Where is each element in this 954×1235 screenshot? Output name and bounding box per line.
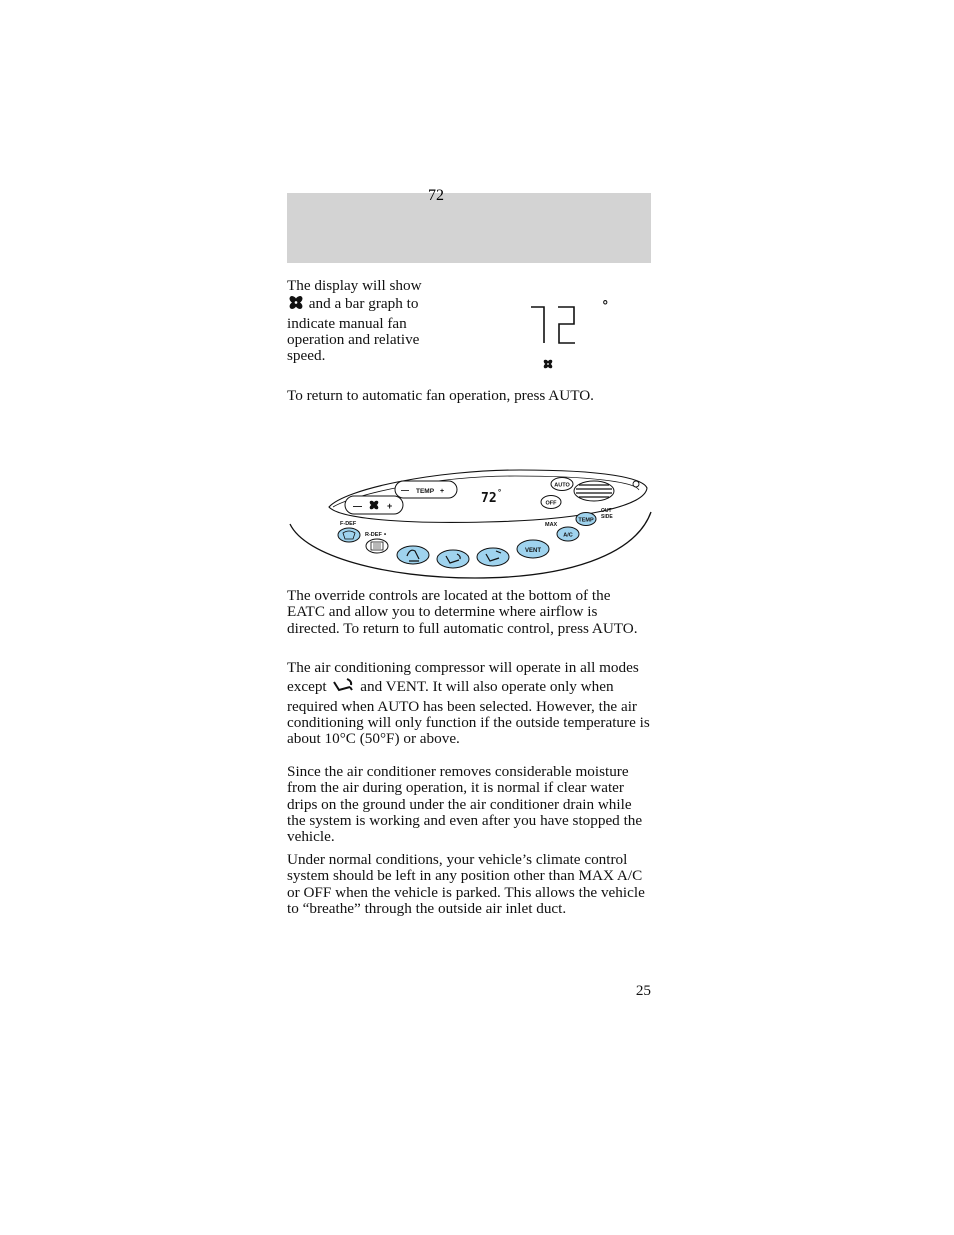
auto-button-label: AUTO (554, 482, 570, 489)
intro-paragraph (287, 278, 452, 364)
return-instruction: To return to automatic fan operation, press AUTO. (287, 387, 594, 404)
fdef-label: F-DEF (340, 521, 357, 527)
fan-plus-label: + (387, 501, 393, 511)
lcd-display (428, 187, 618, 375)
off-button[interactable] (541, 496, 561, 509)
vent-button-label: VENT (524, 548, 542, 554)
temp-minus-label: — (401, 486, 409, 495)
outside-temp-button-label: TEMP (578, 517, 594, 524)
temp-control[interactable] (395, 481, 457, 498)
sunload-sensor-grille (574, 481, 614, 501)
fan-icon (287, 294, 305, 315)
lcd-temp-value: 72 (428, 187, 444, 204)
fan-minus-label: — (353, 501, 362, 511)
lcd-fan-icon (543, 359, 553, 369)
panel-floor-mode-button[interactable] (477, 548, 509, 566)
lcd-seven-segment-digits (531, 307, 575, 343)
climate-control-panel (285, 464, 655, 584)
header-band (287, 193, 651, 263)
fan-speed-control[interactable] (345, 496, 403, 514)
page-number: 25 (635, 982, 651, 999)
vent-button[interactable] (517, 540, 549, 558)
indicator-light (633, 481, 639, 487)
floor-mode-button[interactable] (437, 550, 469, 568)
front-defrost-button[interactable] (338, 528, 360, 542)
temp-label: TEMP (416, 488, 435, 495)
outside-label-line1: OUT (601, 508, 612, 514)
auto-button[interactable] (551, 478, 573, 491)
moisture-paragraph: Since the air conditioner removes considerable moisture from the air during operation, it is normal if clear water drips on the ground under the air conditioner drain while the system is working and even after you have stopped the vehicle. (287, 763, 643, 846)
ac-compressor-paragraph (287, 660, 651, 747)
ac-paragraph-part2: and VENT. It will also operate only when required when AUTO has been selected. However, the air conditioning will only function if the outside temperature is about 10°C (50°F) or above. (287, 678, 650, 748)
lcd-degree-symbol: ° (602, 299, 609, 314)
panel-display-degree: ° (498, 488, 502, 497)
rear-defrost-button[interactable] (366, 539, 388, 553)
outside-temp-button[interactable] (576, 513, 596, 526)
intro-rest: and a bar graph to indicate manual fan operation and relative speed. (287, 295, 420, 365)
intro-line1: The display will show (287, 277, 422, 294)
ac-button[interactable] (557, 527, 579, 541)
floor-mode-icon (330, 676, 356, 698)
rdef-label: R-DEF (365, 532, 382, 538)
outside-label-line2: SIDE (601, 514, 613, 520)
ac-button-label: A/C (563, 532, 573, 539)
max-label: MAX (545, 522, 558, 528)
off-button-label: OFF (545, 500, 557, 507)
rdef-indicator: • (384, 532, 387, 538)
parked-paragraph: Under normal conditions, your vehicle’s climate control system should be left in any position other than MAX A/C or OFF when the vehicle is parked. This allows the vehicle to “breathe” through the outside air inlet duct. (287, 851, 645, 917)
panel-display-temp: 72 (481, 491, 497, 506)
defrost-floor-mode-button[interactable] (397, 546, 429, 564)
override-paragraph: The override controls are located at the bottom of the EATC and allow you to determine where airflow is directed. To return to full automatic control, press AUTO. (287, 587, 638, 637)
temp-plus-label: + (440, 488, 445, 495)
ac-paragraph-part1: The air conditioning compressor will operate in all modes except (287, 659, 639, 696)
